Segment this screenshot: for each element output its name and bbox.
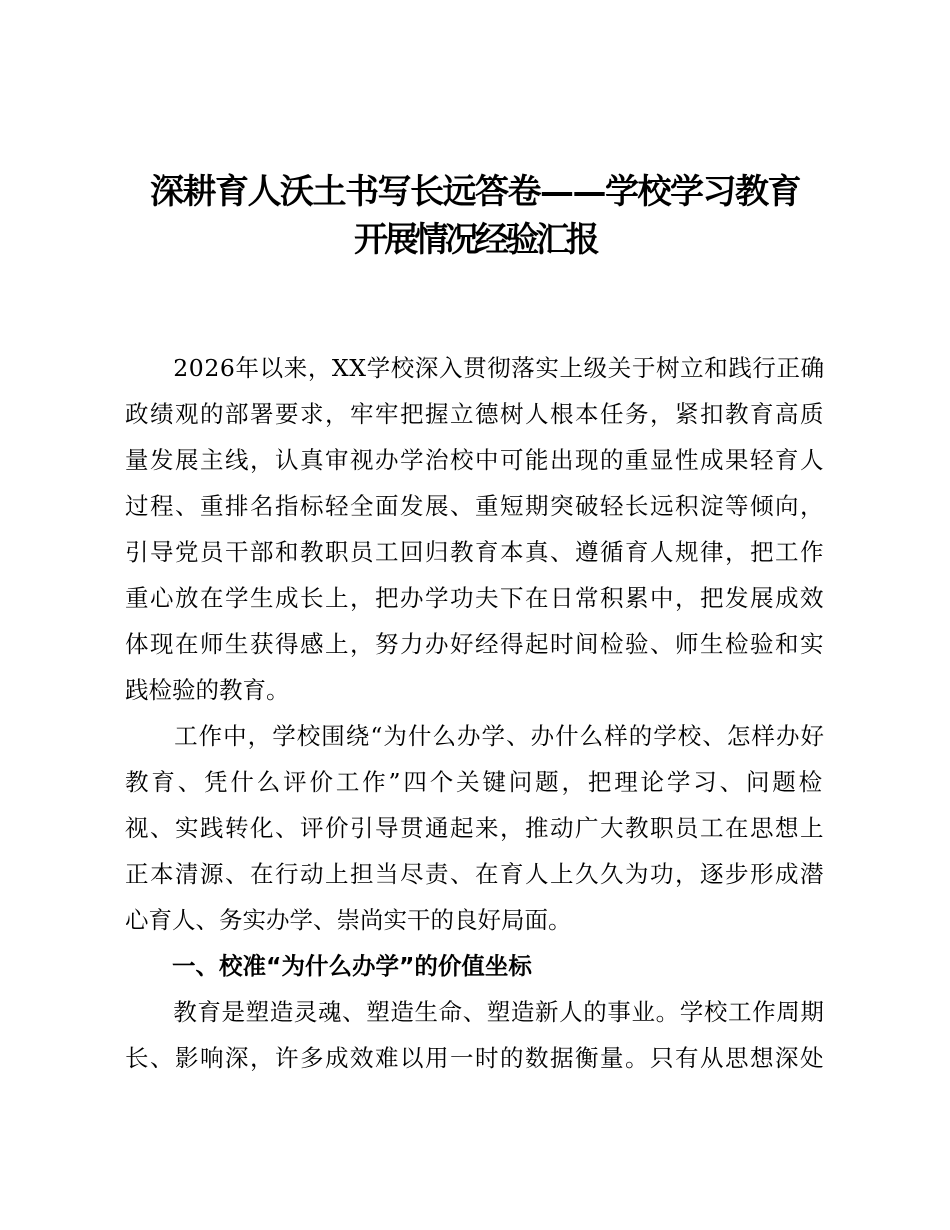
body-line: 心育人、务实办学、崇尚实干的良好局面。 (125, 906, 572, 934)
document-title-line-2: 开展情况经验汇报 (354, 220, 596, 260)
body-line: 引导党员干部和教职员工回归教育本真、遵循育人规律，把工作 (125, 538, 825, 566)
body-line: 教育、凭什么评价工作”四个关键问题，把理论学习、问题检 (125, 768, 826, 796)
body-line: 重心放在学生成长上，把办学功夫下在日常积累中，把发展成效 (125, 584, 825, 612)
body-line: 量发展主线，认真审视办学治校中可能出现的重显性成果轻育人 (125, 446, 825, 474)
body-line: 视、实践转化、评价引导贯通起来，推动广大教职员工在思想上 (125, 814, 825, 842)
body-line: 长、影响深，许多成效难以用一时的数据衡量。只有从思想深处 (125, 1044, 825, 1072)
body-line: 体现在师生获得感上，努力办好经得起时间检验、师生检验和实 (125, 630, 825, 658)
body-line: 践检验的教育。 (125, 676, 290, 704)
body-line: 教育是塑造灵魂、塑造生命、塑造新人的事业。学校工作周期 (125, 998, 825, 1026)
body-line: 正本清源、在行动上担当尽责、在育人上久久为功，逐步形成潜 (125, 860, 825, 888)
body-line: 工作中，学校围绕“为什么办学、办什么样的学校、怎样办好 (125, 722, 826, 750)
body-line: 2026年以来，XX学校深入贯彻落实上级关于树立和践行正确 (125, 354, 825, 382)
body-line: 过程、重排名指标轻全面发展、重短期突破轻长远积淀等倾向， (125, 492, 825, 520)
section-heading: 一、校准“为什么办学”的价值坐标 (125, 952, 532, 980)
body-line: 政绩观的部署要求，牢牢把握立德树人根本任务，紧扣教育高质 (125, 400, 825, 428)
document-title-line-1: 深耕育人沃土书写长远答卷——学校学习教育 (150, 172, 800, 212)
